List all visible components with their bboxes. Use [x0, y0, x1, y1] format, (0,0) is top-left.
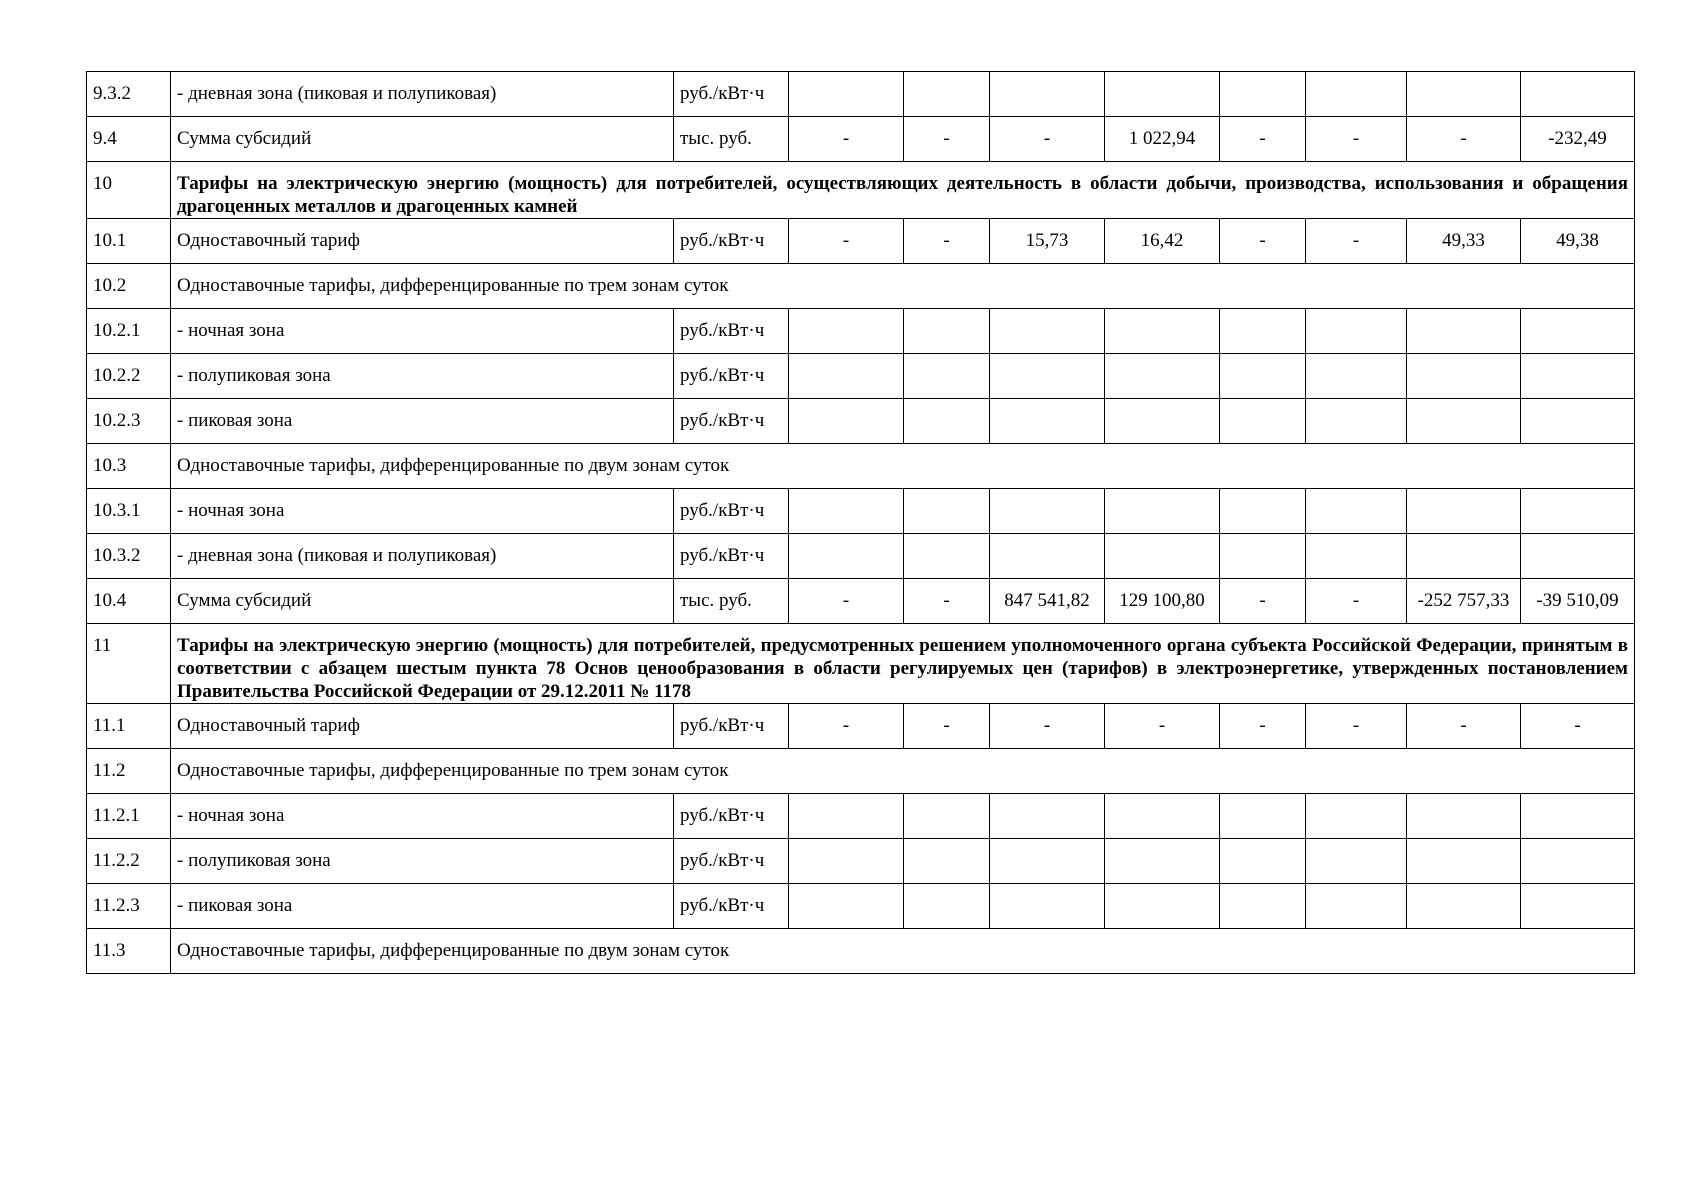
subsection-heading: Одноставочные тарифы, дифференцированные по трем зонам суток: [171, 264, 1635, 309]
value-cell: -: [789, 704, 904, 749]
value-cell: -: [1521, 704, 1635, 749]
row-name: Одноставочный тариф: [171, 219, 674, 264]
row-unit: руб./кВт·ч: [674, 309, 789, 354]
value-cell: 49,33: [1407, 219, 1521, 264]
row-number: 10.4: [87, 579, 171, 624]
value-cell: [1306, 839, 1407, 884]
table-row: [87, 534, 1635, 579]
value-cell: [1306, 534, 1407, 579]
value-cell: -: [1220, 117, 1306, 162]
row-number: 10.2.1: [87, 309, 171, 354]
value-cell: 49,38: [1521, 219, 1635, 264]
value-cell: 847 541,82: [990, 579, 1105, 624]
row-unit: руб./кВт·ч: [674, 839, 789, 884]
value-cell: [1105, 354, 1220, 399]
row-unit: руб./кВт·ч: [674, 489, 789, 534]
value-cell: [789, 309, 904, 354]
table-row: [87, 929, 1635, 974]
value-cell: -: [990, 704, 1105, 749]
value-cell: [1407, 839, 1521, 884]
value-cell: [1407, 489, 1521, 534]
row-number: 11.2.1: [87, 794, 171, 839]
value-cell: -: [1220, 704, 1306, 749]
row-unit: руб./кВт·ч: [674, 794, 789, 839]
table-row: [87, 72, 1635, 117]
value-cell: -39 510,09: [1521, 579, 1635, 624]
row-name: Сумма субсидий: [171, 579, 674, 624]
table-row: [87, 579, 1635, 624]
tariff-table: [86, 71, 1635, 974]
row-number: 10: [87, 162, 171, 219]
row-number: 11.3: [87, 929, 171, 974]
value-cell: [1306, 794, 1407, 839]
table-row: [87, 399, 1635, 444]
table-row: [87, 489, 1635, 534]
table-row: [87, 704, 1635, 749]
value-cell: [990, 399, 1105, 444]
value-cell: [904, 534, 990, 579]
value-cell: -: [1220, 579, 1306, 624]
value-cell: 16,42: [1105, 219, 1220, 264]
value-cell: [904, 794, 990, 839]
value-cell: [904, 489, 990, 534]
row-name: - полупиковая зона: [171, 839, 674, 884]
value-cell: -: [1306, 219, 1407, 264]
row-unit: руб./кВт·ч: [674, 219, 789, 264]
value-cell: [904, 884, 990, 929]
value-cell: [1521, 309, 1635, 354]
value-cell: [789, 839, 904, 884]
value-cell: [1105, 534, 1220, 579]
value-cell: -: [1407, 704, 1521, 749]
value-cell: [789, 399, 904, 444]
value-cell: [789, 794, 904, 839]
value-cell: [1220, 354, 1306, 399]
value-cell: [904, 309, 990, 354]
subsection-heading: Одноставочные тарифы, дифференцированные по трем зонам суток: [171, 749, 1635, 794]
table-row: [87, 884, 1635, 929]
value-cell: -: [1220, 219, 1306, 264]
table-row: [87, 794, 1635, 839]
value-cell: [1521, 72, 1635, 117]
table-row: [87, 839, 1635, 884]
value-cell: [1407, 794, 1521, 839]
value-cell: [1105, 794, 1220, 839]
value-cell: -232,49: [1521, 117, 1635, 162]
row-number: 11.1: [87, 704, 171, 749]
row-name: - ночная зона: [171, 309, 674, 354]
value-cell: [1306, 309, 1407, 354]
value-cell: [1407, 884, 1521, 929]
value-cell: [1105, 884, 1220, 929]
row-number: 10.3: [87, 444, 171, 489]
value-cell: -: [904, 704, 990, 749]
value-cell: [1407, 399, 1521, 444]
table-row: [87, 162, 1635, 219]
value-cell: [1521, 489, 1635, 534]
value-cell: [1407, 309, 1521, 354]
row-number: 10.2.3: [87, 399, 171, 444]
value-cell: [1306, 354, 1407, 399]
table-row: [87, 444, 1635, 489]
value-cell: [1220, 72, 1306, 117]
row-unit: руб./кВт·ч: [674, 399, 789, 444]
value-cell: 129 100,80: [1105, 579, 1220, 624]
row-number: 11.2.3: [87, 884, 171, 929]
row-unit: руб./кВт·ч: [674, 354, 789, 399]
value-cell: [1407, 534, 1521, 579]
table-row: [87, 117, 1635, 162]
value-cell: [1407, 354, 1521, 399]
value-cell: [1407, 72, 1521, 117]
row-unit: тыс. руб.: [674, 579, 789, 624]
value-cell: [1220, 839, 1306, 884]
value-cell: [1220, 884, 1306, 929]
value-cell: [1105, 489, 1220, 534]
row-name: - ночная зона: [171, 794, 674, 839]
row-name: Сумма субсидий: [171, 117, 674, 162]
row-name: Одноставочный тариф: [171, 704, 674, 749]
value-cell: [789, 534, 904, 579]
value-cell: -: [789, 579, 904, 624]
row-number: 11.2: [87, 749, 171, 794]
tariff-table-body: [87, 72, 1635, 974]
value-cell: [789, 354, 904, 399]
value-cell: [990, 354, 1105, 399]
value-cell: [789, 72, 904, 117]
value-cell: 1 022,94: [1105, 117, 1220, 162]
row-unit: тыс. руб.: [674, 117, 789, 162]
value-cell: [1105, 309, 1220, 354]
value-cell: [990, 309, 1105, 354]
value-cell: -: [1105, 704, 1220, 749]
section-heading: Тарифы на электрическую энергию (мощность) для потребителей, предусмотренных решением уполномоченного органа субъекта Российской Федерации, принятым в соответствии с абзацем шестым пункта 78 Основ ценообразования в области регулируемых цен (тарифов) в электроэнергетике, утвержденных постановлением Правительства Российской Федерации от 29.12.2011 № 1178: [171, 624, 1635, 704]
subsection-heading: Одноставочные тарифы, дифференцированные по двум зонам суток: [171, 929, 1635, 974]
value-cell: -: [1306, 579, 1407, 624]
value-cell: [1220, 309, 1306, 354]
section-heading: Тарифы на электрическую энергию (мощность) для потребителей, осуществляющих деятельность в области добычи, производства, использования и обращения драгоценных металлов и драгоценных камней: [171, 162, 1635, 219]
value-cell: [1220, 489, 1306, 534]
value-cell: [990, 884, 1105, 929]
value-cell: [990, 794, 1105, 839]
value-cell: [990, 534, 1105, 579]
value-cell: -: [1407, 117, 1521, 162]
row-unit: руб./кВт·ч: [674, 704, 789, 749]
value-cell: [1521, 399, 1635, 444]
value-cell: [1306, 399, 1407, 444]
value-cell: -252 757,33: [1407, 579, 1521, 624]
row-name: - пиковая зона: [171, 399, 674, 444]
value-cell: -: [789, 117, 904, 162]
value-cell: -: [904, 117, 990, 162]
row-number: 9.4: [87, 117, 171, 162]
value-cell: -: [904, 579, 990, 624]
value-cell: [1220, 534, 1306, 579]
value-cell: [904, 399, 990, 444]
table-row: [87, 219, 1635, 264]
row-number: 10.3.1: [87, 489, 171, 534]
value-cell: [904, 72, 990, 117]
row-number: 11.2.2: [87, 839, 171, 884]
value-cell: [1105, 839, 1220, 884]
row-number: 11: [87, 624, 171, 704]
value-cell: [1220, 399, 1306, 444]
value-cell: -: [789, 219, 904, 264]
row-name: - дневная зона (пиковая и полупиковая): [171, 72, 674, 117]
value-cell: [990, 489, 1105, 534]
value-cell: [1521, 794, 1635, 839]
value-cell: -: [990, 117, 1105, 162]
table-row: [87, 749, 1635, 794]
value-cell: [1306, 489, 1407, 534]
table-row: [87, 354, 1635, 399]
row-number: 9.3.2: [87, 72, 171, 117]
row-unit: руб./кВт·ч: [674, 72, 789, 117]
value-cell: [1521, 534, 1635, 579]
value-cell: [1220, 794, 1306, 839]
row-unit: руб./кВт·ч: [674, 534, 789, 579]
table-row: [87, 624, 1635, 704]
value-cell: [1306, 72, 1407, 117]
subsection-heading: Одноставочные тарифы, дифференцированные по двум зонам суток: [171, 444, 1635, 489]
row-name: - ночная зона: [171, 489, 674, 534]
value-cell: [1105, 72, 1220, 117]
value-cell: [990, 839, 1105, 884]
row-name: - полупиковая зона: [171, 354, 674, 399]
value-cell: [990, 72, 1105, 117]
row-unit: руб./кВт·ч: [674, 884, 789, 929]
table-row: [87, 309, 1635, 354]
row-number: 10.1: [87, 219, 171, 264]
value-cell: [1521, 884, 1635, 929]
row-name: - дневная зона (пиковая и полупиковая): [171, 534, 674, 579]
row-number: 10.2: [87, 264, 171, 309]
value-cell: 15,73: [990, 219, 1105, 264]
row-number: 10.2.2: [87, 354, 171, 399]
value-cell: -: [1306, 117, 1407, 162]
value-cell: [1521, 354, 1635, 399]
value-cell: [789, 884, 904, 929]
value-cell: -: [904, 219, 990, 264]
value-cell: [789, 489, 904, 534]
table-row: [87, 264, 1635, 309]
value-cell: [1306, 884, 1407, 929]
value-cell: [1521, 839, 1635, 884]
value-cell: [904, 354, 990, 399]
row-name: - пиковая зона: [171, 884, 674, 929]
value-cell: [904, 839, 990, 884]
value-cell: -: [1306, 704, 1407, 749]
row-number: 10.3.2: [87, 534, 171, 579]
value-cell: [1105, 399, 1220, 444]
